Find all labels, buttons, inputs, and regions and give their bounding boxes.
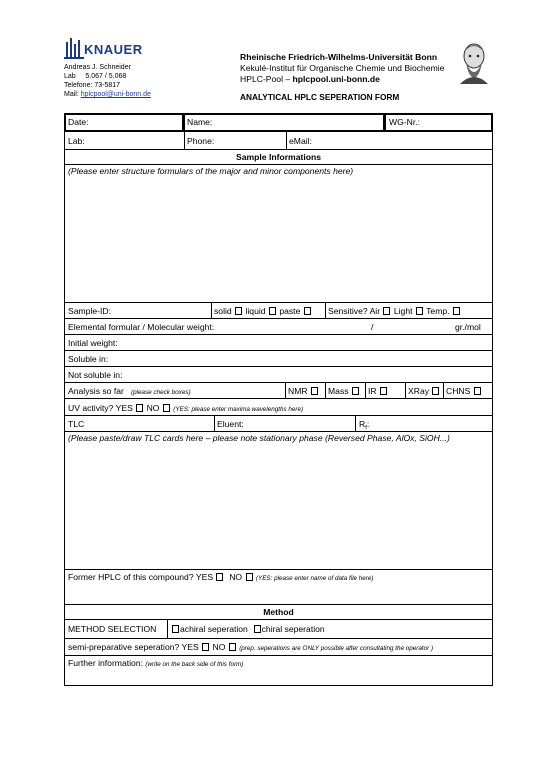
semi-yes-checkbox[interactable] (202, 643, 209, 651)
contact-mail: Mail: hplcpool@uni-bonn.de (64, 91, 151, 98)
contact-block (64, 63, 151, 99)
form-title: ANALYTICAL HPLC SEPERATION FORM (240, 92, 400, 102)
pool-line: HPLC-Pool – hplcpool.uni-bonn.de (240, 74, 380, 84)
portrait-image (456, 40, 492, 84)
sensitive-options: Sensitive? Air Light Temp. (328, 306, 461, 317)
liquid-checkbox[interactable] (269, 307, 276, 315)
achiral-checkbox[interactable] (172, 625, 179, 633)
paste-checkbox[interactable] (304, 307, 311, 315)
sample-id-label: Sample-ID: (68, 306, 111, 316)
initial-weight-label: Initial weight: (68, 338, 118, 348)
chns-option: CHNS (446, 386, 482, 397)
phone-input[interactable] (185, 133, 285, 148)
flask-icon (64, 36, 86, 60)
method-selection-label: METHOD SELECTION (68, 624, 157, 634)
mass-checkbox[interactable] (352, 387, 359, 395)
elemental-slash: / (371, 322, 374, 332)
logo-text: KNAUER (84, 42, 143, 57)
lab-label: Lab: (68, 136, 85, 146)
not-soluble-label: Not soluble in: (68, 370, 123, 380)
tlc-hint: (Please paste/draw TLC cards here – please note stationary phase (Reversed Phase, AlOx, SiOH...) (68, 433, 450, 443)
soluble-label: Soluble in: (68, 354, 109, 364)
method-options: achiral seperation chiral seperation (171, 624, 325, 635)
xray-checkbox[interactable] (432, 387, 439, 395)
temp-checkbox[interactable] (453, 307, 460, 315)
further-info-area[interactable] (65, 669, 492, 685)
phone-label: Phone: (187, 136, 215, 146)
tlc-area[interactable] (65, 444, 492, 568)
contact-lab: Lab 5.067 / 5.068 (64, 73, 127, 80)
pool-link[interactable]: hplcpool.uni-bonn.de (292, 74, 380, 84)
ir-option: IR (368, 386, 388, 397)
semi-no-checkbox[interactable] (229, 643, 236, 651)
xray-option: XRay (408, 386, 440, 397)
lab-input[interactable] (65, 133, 183, 148)
tlc-label: TLC (68, 419, 85, 429)
knauer-logo (64, 36, 154, 62)
chiral-checkbox[interactable] (254, 625, 261, 633)
email-label: eMail: (289, 136, 312, 146)
institution-block (240, 52, 444, 85)
chns-checkbox[interactable] (474, 387, 481, 395)
uv-no-checkbox[interactable] (163, 404, 170, 412)
state-options: solid liquid paste (214, 306, 312, 317)
name-field[interactable] (183, 113, 385, 132)
contact-phone: Telefone: 73-5817 (64, 82, 121, 89)
elemental-label: Elemental formular / Molecular weight: (68, 322, 215, 332)
rf-label: $R_f$: (359, 419, 370, 432)
further-info-row: Further information: (write on the back side of this form) (68, 658, 244, 668)
semi-prep-row: semi-preparative seperation? YES NO (prep. seperations are ONLY possible after consultating the operator ) (68, 642, 434, 652)
sample-section-title: Sample Informations (236, 152, 321, 162)
air-checkbox[interactable] (383, 307, 390, 315)
solid-checkbox[interactable] (235, 307, 242, 315)
light-checkbox[interactable] (416, 307, 423, 315)
nmr-option: NMR (288, 386, 319, 397)
former-yes-checkbox[interactable] (216, 573, 223, 581)
wg-label: WG-Nr.: (389, 117, 421, 127)
molweight-unit: gr./mol (455, 322, 481, 332)
former-no-checkbox[interactable] (246, 573, 253, 581)
structure-hint: (Please enter structure formulars of the major and minor components here) (68, 166, 354, 176)
date-label: Date: (68, 117, 89, 127)
institute-name: Kekulé-Institut für Organische Chemie und Biochemie (240, 63, 445, 73)
ir-checkbox[interactable] (380, 387, 387, 395)
eluent-label: Eluent: (217, 419, 244, 429)
uv-yes-checkbox[interactable] (136, 404, 143, 412)
structure-area[interactable] (65, 176, 492, 301)
contact-name: Andreas J. Schneider (64, 64, 131, 71)
mail-link[interactable]: hplcpool@uni-bonn.de (80, 91, 151, 98)
analysis-label: Analysis so far (please check boxes) (68, 386, 191, 396)
email-input[interactable] (287, 133, 492, 148)
nmr-checkbox[interactable] (311, 387, 318, 395)
mass-option: Mass (328, 386, 360, 397)
method-section-title: Method (263, 607, 294, 617)
former-hplc-row: Former HPLC of this compound? YES NO (YES: please enter name of data file here) (68, 572, 374, 582)
university-name: Rheinische Friedrich-Wilhelms-Universität Bonn (240, 52, 438, 62)
name-label: Name: (187, 117, 213, 127)
uv-row: UV activity? YES NO (YES: please enter maxima wavelengths here) (68, 403, 304, 413)
